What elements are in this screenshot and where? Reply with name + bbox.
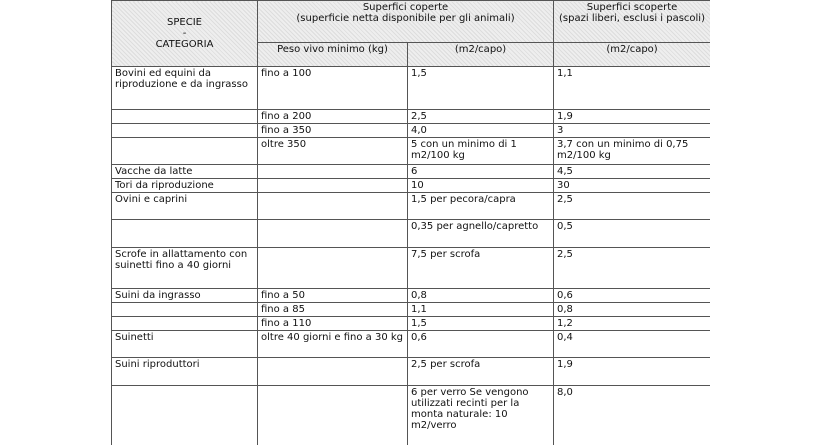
cell-scoperte: 3 [554, 124, 710, 138]
table-row [112, 303, 711, 317]
cell-specie [112, 138, 258, 165]
cell-specie [112, 303, 258, 317]
header-superfici-scoperte [554, 1, 710, 43]
cell-peso [258, 193, 408, 220]
table-container [111, 0, 710, 445]
header-specie: SPECIE [167, 17, 202, 28]
cell-scoperte: 2,5 [554, 248, 710, 289]
cell-peso [258, 220, 408, 248]
cell-scoperte: 4,5 [554, 165, 710, 179]
table-row [112, 358, 711, 386]
cell-coperte: 0,6 [408, 331, 554, 358]
cell-specie [112, 124, 258, 138]
cell-scoperte: 0,4 [554, 331, 710, 358]
cell-scoperte: 0,6 [554, 289, 710, 303]
cell-specie [112, 317, 258, 331]
cell-specie: Suinetti [112, 331, 258, 358]
cell-peso: fino a 110 [258, 317, 408, 331]
header-superfici-coperte [258, 1, 554, 43]
header-dash: - [182, 28, 187, 39]
cell-coperte: 2,5 per scrofa [408, 358, 554, 386]
table-row [112, 124, 711, 138]
table-row [112, 67, 711, 110]
table-row [112, 386, 711, 445]
cell-peso [258, 358, 408, 386]
cell-coperte: 0,8 [408, 289, 554, 303]
cell-coperte: 1,5 [408, 317, 554, 331]
cell-specie [112, 386, 258, 445]
cell-peso [258, 179, 408, 193]
header-coperte-subtitle: (superficie netta disponibile per gli animali) [296, 13, 515, 24]
cell-specie: Tori da riproduzione [112, 179, 258, 193]
cell-coperte: 2,5 [408, 110, 554, 124]
cell-peso: oltre 350 [258, 138, 408, 165]
cell-coperte: 6 per verro Se vengono utilizzati recinti per la monta naturale: 10 m2/verro [408, 386, 554, 445]
cell-coperte: 1,1 [408, 303, 554, 317]
header-coperte-title: Superfici coperte [362, 2, 449, 13]
cell-peso [258, 165, 408, 179]
header-m2-capo-coperte: (m2/capo) [408, 43, 554, 67]
cell-scoperte: 1,9 [554, 358, 710, 386]
cell-peso: fino a 350 [258, 124, 408, 138]
cell-specie: Vacche da latte [112, 165, 258, 179]
cell-peso [258, 386, 408, 445]
header-specie-categoria [112, 1, 258, 67]
cell-peso: oltre 40 giorni e fino a 30 kg [258, 331, 408, 358]
cell-coperte: 0,35 per agnello/capretto [408, 220, 554, 248]
cell-peso: fino a 50 [258, 289, 408, 303]
header-scoperte-subtitle: (spazi liberi, esclusi i pascoli) [559, 13, 705, 24]
cell-specie: Scrofe in allattamento con suinetti fino a 40 giorni [112, 248, 258, 289]
cell-coperte: 6 [408, 165, 554, 179]
header-m2-capo-scoperte: (m2/capo) [554, 43, 710, 67]
table-row [112, 220, 711, 248]
cell-scoperte: 1,9 [554, 110, 710, 124]
cell-scoperte: 0,5 [554, 220, 710, 248]
cell-scoperte: 8,0 [554, 386, 710, 445]
cell-scoperte: 0,8 [554, 303, 710, 317]
table-row [112, 138, 711, 165]
livestock-space-table [111, 0, 710, 445]
cell-peso: fino a 85 [258, 303, 408, 317]
cell-coperte: 1,5 [408, 67, 554, 110]
cell-coperte: 7,5 per scrofa [408, 248, 554, 289]
header-row-main [112, 1, 711, 43]
cell-specie [112, 220, 258, 248]
table-row [112, 165, 711, 179]
table-row [112, 179, 711, 193]
cell-coperte: 5 con un minimo di 1 m2/100 kg [408, 138, 554, 165]
cell-peso: fino a 100 [258, 67, 408, 110]
cell-specie: Ovini e caprini [112, 193, 258, 220]
cell-scoperte: 1,1 [554, 67, 710, 110]
table-row [112, 193, 711, 220]
table-row [112, 110, 711, 124]
table-row [112, 317, 711, 331]
header-peso-vivo: Peso vivo minimo (kg) [258, 43, 408, 67]
header-categoria: CATEGORIA [155, 39, 214, 50]
table-row [112, 331, 711, 358]
cell-scoperte: 30 [554, 179, 710, 193]
cell-coperte: 10 [408, 179, 554, 193]
cell-scoperte: 3,7 con un minimo di 0,75 m2/100 kg [554, 138, 710, 165]
cell-specie: Suini da ingrasso [112, 289, 258, 303]
cell-specie: Suini riproduttori [112, 358, 258, 386]
cell-coperte: 4,0 [408, 124, 554, 138]
cell-coperte: 1,5 per pecora/capra [408, 193, 554, 220]
header-scoperte-title: Superfici scoperte [586, 2, 678, 13]
cell-peso: fino a 200 [258, 110, 408, 124]
cell-scoperte: 2,5 [554, 193, 710, 220]
cell-specie: Bovini ed equini da riproduzione e da ingrasso [112, 67, 258, 110]
cell-peso [258, 248, 408, 289]
cell-specie [112, 110, 258, 124]
table-row [112, 289, 711, 303]
table-row [112, 248, 711, 289]
cell-scoperte: 1,2 [554, 317, 710, 331]
